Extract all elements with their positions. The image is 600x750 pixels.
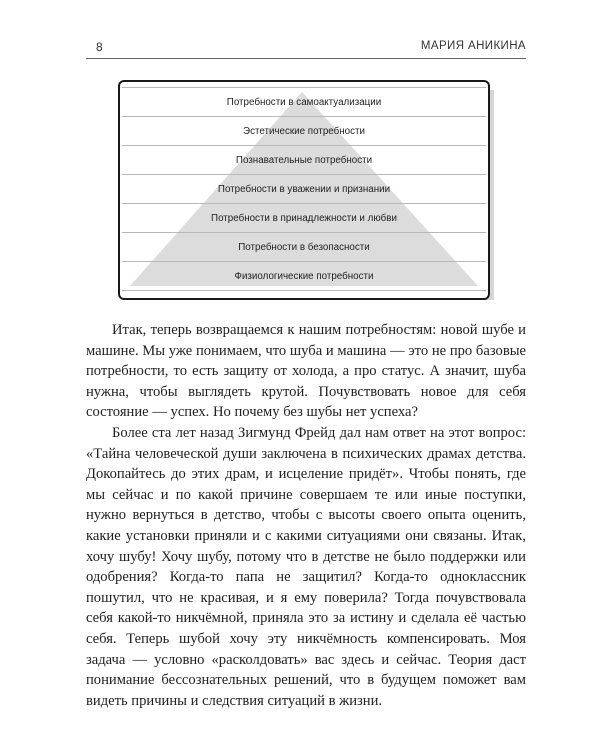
needs-pyramid-figure bbox=[118, 80, 490, 300]
pyramid-level-safety: Потребности в безопасности bbox=[122, 233, 486, 262]
pyramid-level-cognitive: Познавательные потребности bbox=[122, 146, 486, 175]
pyramid-levels bbox=[120, 87, 488, 291]
pyramid-level-belonging: Потребности в принадлежности и любви bbox=[122, 204, 486, 233]
body-text bbox=[86, 320, 526, 711]
pyramid-level-esteem: Потребности в уважении и признании bbox=[122, 175, 486, 204]
pyramid-level-physiological: Физиологические потребности bbox=[122, 262, 486, 291]
page-number: 8 bbox=[96, 40, 103, 54]
header-rule bbox=[86, 58, 526, 59]
pyramid-level-self-actualization: Потребности в самоактуализации bbox=[122, 87, 486, 117]
paragraph: Более ста лет назад Зигмунд Фрейд дал нам ответ на этот вопрос: «Тайна человеческой души заключена в психических драмах детства. Докопайтесь до этих драм, и исцеление придёт». Чтобы понять, где мы сейчас и по какой причине совершаем те или иные поступки, нужно вернуться в детство, чтобы с высоты своего опыта оценить, какие установки приняли и с какими ситуациями они связаны. Итак, хочу шубу! Хочу шубу, потому что в детстве не было поддержки или одобрения? Когда-то папа не защитил? Когда-то одноклассник пошутил, что не красивая, и я ему поверила? Тогда почувствовала себя какой-то никчёмной, приняла это за истину и сделала её частью себя. Теперь шубой хочу эту никчёмность компенсировать. Моя задача — условно «расколдовать» вас здесь и сейчас. Теория даст понимание бессознательных решений, что в будущем поможет вам видеть причины и следствия ситуаций в жизни. bbox=[86, 424, 526, 709]
running-header bbox=[86, 40, 526, 58]
author-name: МАРИЯ АНИКИНА bbox=[420, 40, 526, 52]
paragraph: Итак, теперь возвращаемся к нашим потребностям: новой шубе и машине. Мы уже понимаем, что шуба и машина — это не про базовые потребности, то есть защиту от холода, а про статус. А значит, шуба нужна, чтобы выглядеть крутой. Почувствовать новое для себя состояние — успех. Но почему без шубы нет успеха? bbox=[86, 322, 526, 421]
pyramid-level-aesthetic: Эстетические потребности bbox=[122, 117, 486, 146]
